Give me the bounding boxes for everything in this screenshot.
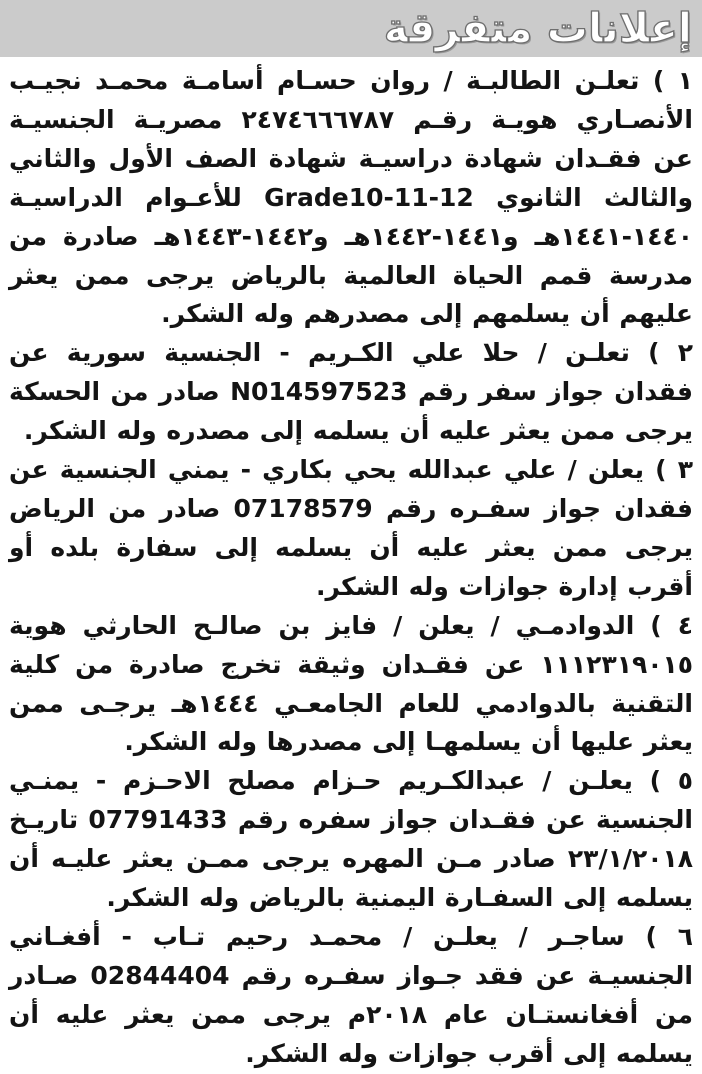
announcement-4-lost-graduation-document: ٤ ) الدوادمـي / يعلن / فايز بن صالـح الحارثي هوية ١١١٢٣١٩٠١٥ عن فقـدان وثيقة تخرج صادرة من كلية التقنية بالدوادمي للعام الجامعـي ١٤٤٤هـ يرجـى ممن يعثر عليها أن يسلمهـا إلى مصدرها وله الشكر. (9, 610, 693, 757)
announcements-list (0, 57, 702, 1074)
announcement-3-lost-passport-yemeni: ٣ ) يعلن / علي عبدالله يحي بكاري - يمني الجنسية عن فقدان جواز سفـره رقم 07178579 صادر من الرياض يرجى ممن يعثر عليه أن يسلمه إلى سفارة بلده أو أقرب إدارة جوازات وله الشكر. (9, 455, 693, 601)
announcement-2-lost-passport-syrian: ٢ ) تعلـن / حلا علي الكـريم - الجنسية سورية عن فقدان جواز سفر رقم N014597523 صادر من الحسكة يرجى ممن يعثر عليه أن يسلمه إلى مصدره وله الشكر. (9, 338, 693, 446)
section-header (0, 0, 702, 57)
section-title: إعلانات متفرقة (383, 4, 692, 52)
announcement-6-lost-passport-afghan: ٦ ) ساجـر / يعلـن / محمـد رحيم تـاب - أفغـاني الجنسيـة عن فقد جـواز سفـره رقم 02844404 صـادر من أفغانستـان عام ٢٠١٨م يرجى ممن يعثر عليه أن يسلمه إلى أقرب جوازات وله الشكر. (9, 921, 693, 1068)
announcement-5-lost-passport-yemeni: ٥ ) يعلـن / عبدالكـريم حـزام مصلح الاحـزم - يمنـي الجنسية عن فقـدان جواز سفره رقم 07791433 تاريـخ ٢٣/١/٢٠١٨ صادر مـن المهره يرجى ممـن يعثر عليـه أن يسلمه إلى السفـارة اليمنية بالرياض وله الشكر. (9, 766, 693, 913)
announcement-1-lost-school-certificates: ١ ) تعلـن الطالبـة / روان حسـام أسامـة محمـد نجيـب الأنصـاري هويـة رقـم ٢٤٧٤٦٦٦٧٨٧ مصريـة الجنسيـة عن فقـدان شهادة دراسيـة شهادة الصف الأول والثاني والثالث الثانوي Grade10-11-12 للأعـوام الدراسيـة ١٤٤٠-١٤٤١هـ و١٤٤١-١٤٤٢هـ و١٤٤٢-١٤٤٣هـ صادرة من مدرسة قمم الحياة العالمية بالرياض يرجى ممن يعثر عليهم أن يسلمهم إلى مصدرهم وله الشكر. (9, 66, 693, 329)
